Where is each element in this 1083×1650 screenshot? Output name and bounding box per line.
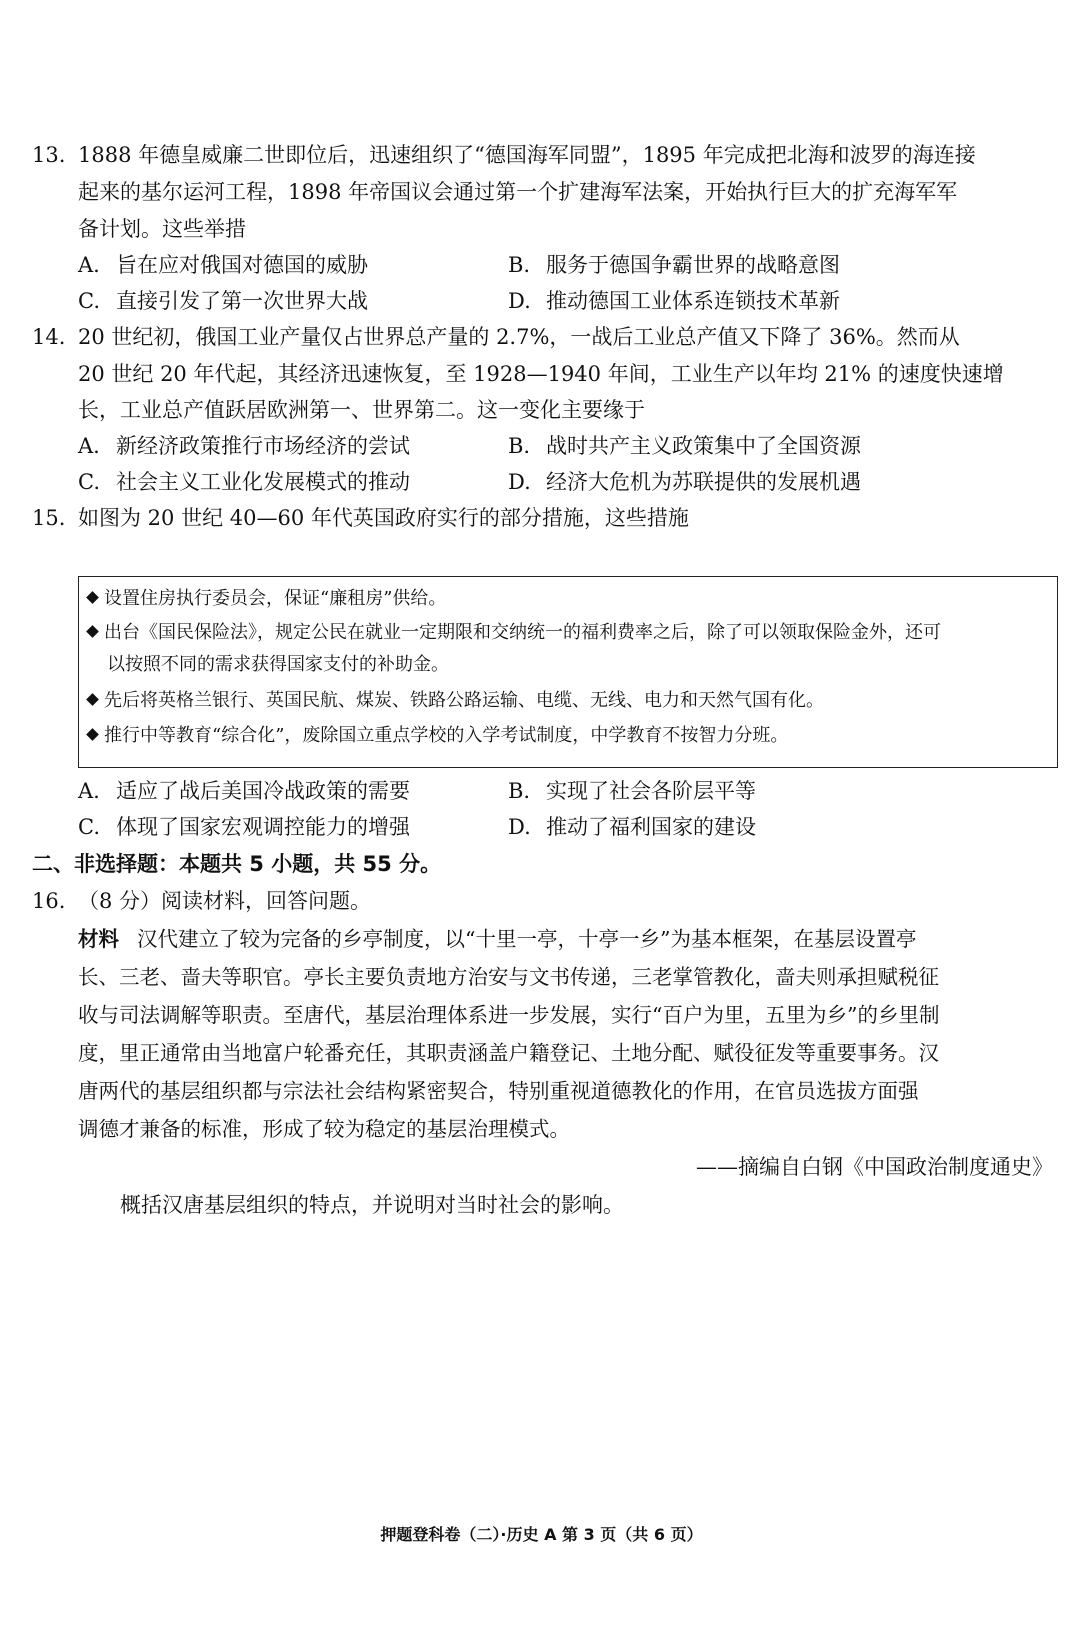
q14-option-b[interactable]: B. 战时共产主义政策集中了全国资源 (508, 434, 861, 458)
q14-option-d[interactable]: D. 经济大危机为苏联提供的发展机遇 (508, 470, 861, 494)
q15-option-d[interactable]: D. 推动了福利国家的建设 (508, 815, 756, 839)
q15-option-c[interactable]: C. 体现了国家宏观调控能力的增强 (78, 815, 410, 839)
q16-stem: （8 分）阅读材料，回答问题。 (78, 889, 372, 913)
q13-option-a[interactable]: A. 旨在应对俄国对德国的威胁 (78, 253, 368, 277)
q13-stem-1: 1888 年德皇威廉二世即位后，迅速组织了“德国海军同盟”，1895 年完成把北海和波罗的海连接 (78, 143, 976, 167)
page-footer: 押题登科卷（二）·历史 A 第 3 页（共 6 页） (380, 1525, 703, 1544)
q16-material-line-3: 收与司法调解等职责。至唐代，基层治理体系进一步发展，实行“百户为里，五里为乡”的乡里制 (78, 1003, 940, 1027)
q16-material-line-2: 长、三老、啬夫等职官。亭长主要负责地方治安与文书传递，三老掌管教化，啬夫则承担赋税征 (78, 965, 939, 989)
q13-option-d[interactable]: D. 推动德国工业体系连锁技术革新 (508, 289, 840, 313)
q15-option-a[interactable]: A. 适应了战后美国冷战政策的需要 (78, 779, 410, 803)
q14-stem-1: 20 世纪初，俄国工业产量仅占世界总产量的 2.7%，一战后工业总产值又下降了 36%。然而从 (78, 325, 960, 349)
diamond-bullet-icon (86, 591, 99, 604)
q15-stem: 如图为 20 世纪 40—60 年代英国政府实行的部分措施，这些措施 (78, 506, 689, 530)
q16-material-line-1: 材料 汉代建立了较为完备的乡亭制度，以“十里一亭，十亭一乡”为基本框架，在基层设置亭 (78, 927, 917, 951)
q14-stem-3: 长，工业总产值跃居欧洲第一、世界第二。这一变化主要缘于 (78, 398, 645, 422)
diamond-bullet-icon (86, 693, 99, 706)
q15-measure-4: 推行中等教育“综合化”，废除国立重点学校的入学考试制度，中学教育不按智力分班。 (85, 722, 788, 750)
q15-measure-2-cont: 以按照不同的需求获得国家支付的补助金。 (107, 654, 449, 675)
q15-measure-1: 设置住房执行委员会，保证“廉租房”供给。 (85, 585, 446, 613)
q16-material-line-5: 唐两代的基层组织都与宗法社会结构紧密契合，特别重视道德教化的作用，在官员选拔方面强 (78, 1079, 919, 1103)
q15-measures-box (78, 576, 1058, 768)
q15-measure-3: 先后将英格兰银行、英国民航、煤炭、铁路公路运输、电缆、无线、电力和天然气国有化。 (85, 687, 824, 715)
section-heading: 二、非选择题：本题共 5 小题，共 55 分。 (32, 852, 442, 876)
q14-option-c[interactable]: C. 社会主义工业化发展模式的推动 (78, 470, 410, 494)
q16-material-line-4: 度，里正通常由当地富户轮番充任，其职责涵盖户籍登记、土地分配、赋役征发等重要事务。汉 (78, 1041, 939, 1065)
q15-measure-2: 出台《国民保险法》，规定公民在就业一定期限和交纳统一的福利费率之后，除了可以领取保险金外，还可 (85, 619, 941, 647)
q13-stem-3: 备计划。这些举措 (78, 217, 246, 241)
q15-option-b[interactable]: B. 实现了社会各阶层平等 (508, 779, 756, 803)
q13-number: 13. (32, 143, 66, 167)
q16-source: ——摘编自白钢《中国政治制度通史》 (696, 1155, 1053, 1179)
q16-number: 16. (32, 889, 66, 913)
q13-option-c[interactable]: C. 直接引发了第一次世界大战 (78, 289, 368, 313)
material-label: 材料 (78, 927, 119, 951)
q14-option-a[interactable]: A. 新经济政策推行市场经济的尝试 (78, 434, 410, 458)
q15-number: 15. (32, 506, 66, 530)
q13-option-b[interactable]: B. 服务于德国争霸世界的战略意图 (508, 253, 840, 277)
diamond-bullet-icon (86, 625, 99, 638)
q14-number: 14. (32, 325, 66, 349)
q16-question: 概括汉唐基层组织的特点，并说明对当时社会的影响。 (120, 1193, 624, 1217)
q13-stem-2: 起来的基尔运河工程，1898 年帝国议会通过第一个扩建海军法案，开始执行巨大的扩充海军军 (78, 180, 958, 204)
q14-stem-2: 20 世纪 20 年代起，其经济迅速恢复，至 1928—1940 年间，工业生产以年均 21% 的速度快速增 (78, 362, 1004, 386)
diamond-bullet-icon (86, 728, 99, 741)
q16-material-line-6: 调德才兼备的标准，形成了较为稳定的基层治理模式。 (78, 1117, 570, 1141)
